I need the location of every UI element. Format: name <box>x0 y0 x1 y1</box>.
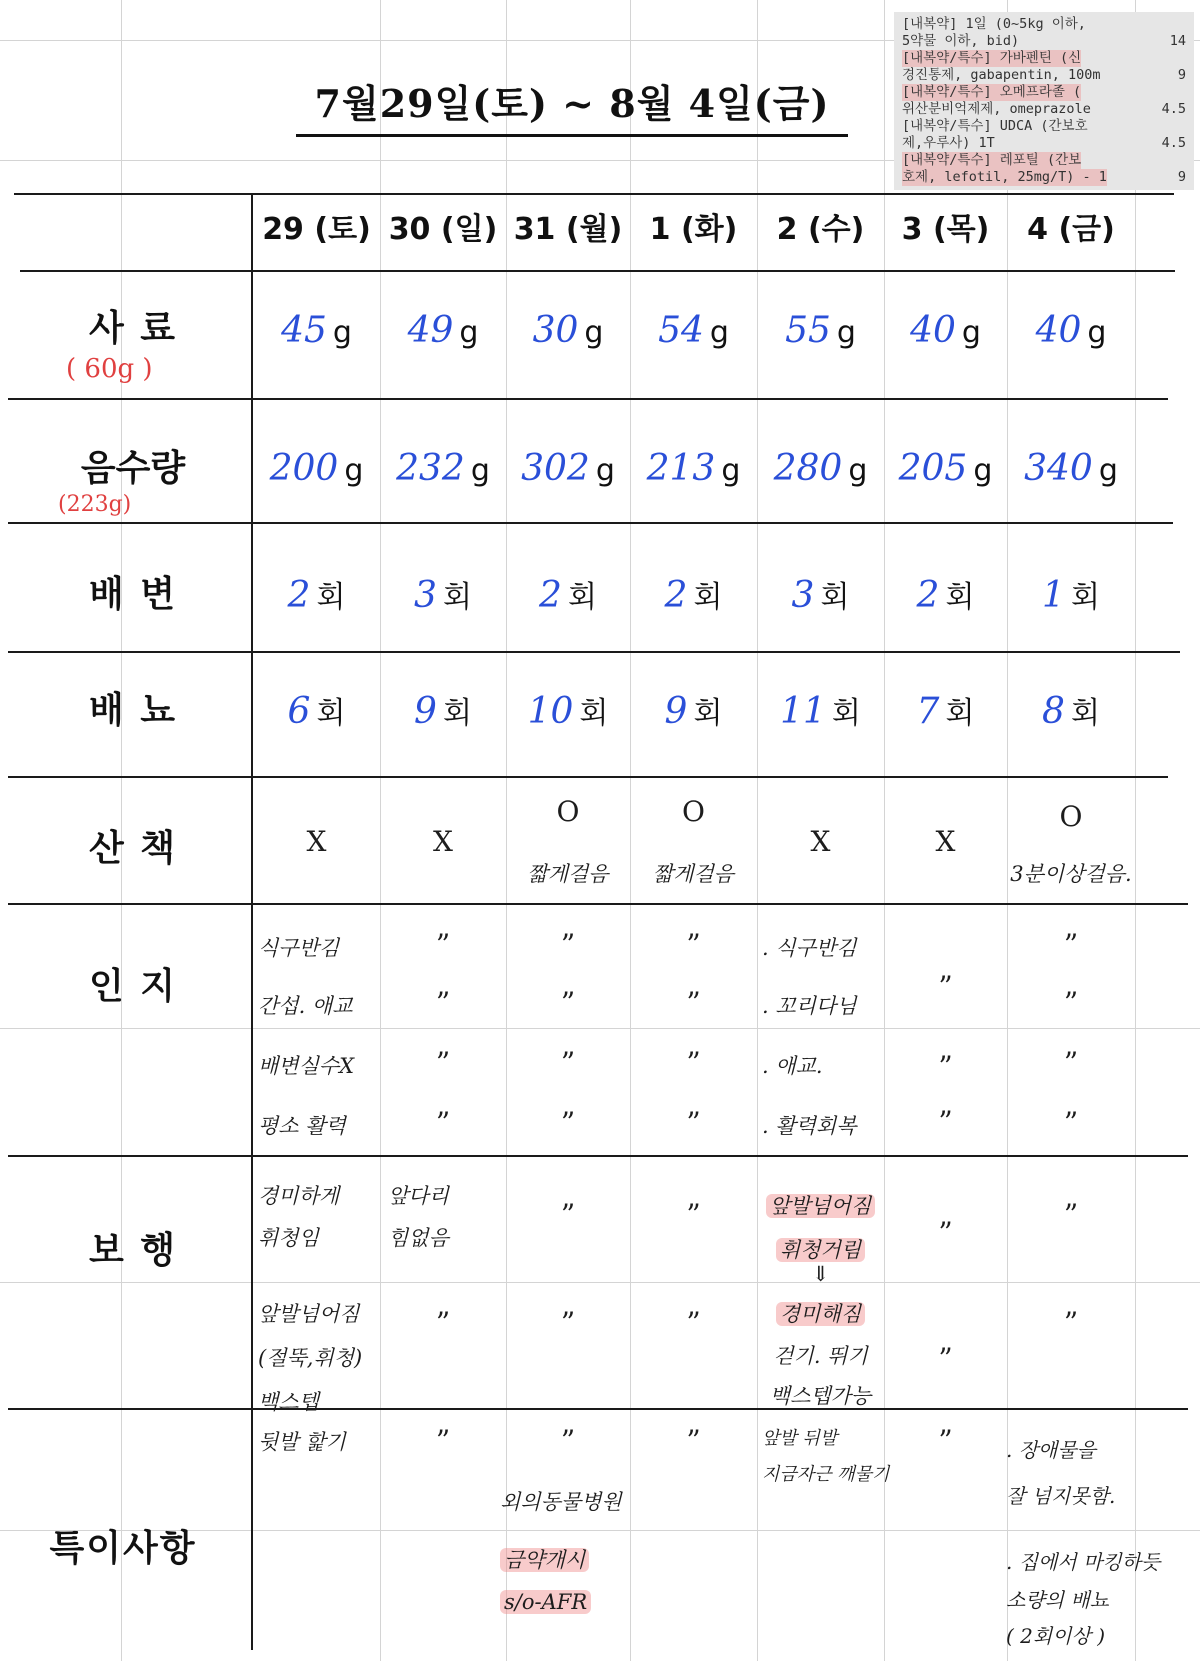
stool-cell <box>757 572 884 616</box>
urine-cell <box>1007 688 1135 732</box>
food-value: 54 <box>658 310 704 351</box>
row-label-cognition: 인 지 <box>88 966 178 1007</box>
prescription-line <box>902 101 1186 118</box>
water-unit: g <box>848 453 868 488</box>
day-header: 29 (토) <box>262 212 371 247</box>
prescription-text: [내복약/특수] 오메프라졸 ( <box>902 84 1082 100</box>
food-target: ( 60g ) <box>66 354 153 384</box>
ditto-mark: ” <box>938 1050 953 1083</box>
day-header: 31 (월) <box>513 212 623 247</box>
prescription-snippet <box>894 12 1194 190</box>
prescription-line <box>902 169 1186 186</box>
special-note <box>500 1486 622 1516</box>
ditto-mark: ” <box>1063 986 1079 1019</box>
water-value: 302 <box>521 448 590 489</box>
water-value: 200 <box>269 448 339 489</box>
gait-note: 휘청임 <box>258 1226 319 1250</box>
water-unit: g <box>470 453 490 488</box>
special-note: . 장애물을 <box>1006 1438 1096 1462</box>
food-unit: g <box>332 315 352 350</box>
walk-note: 3분이상걸음. <box>1010 862 1132 886</box>
urine-value: 6 <box>287 691 311 732</box>
stool-cell <box>380 572 506 616</box>
ditto-mark: ” <box>560 1198 576 1231</box>
prescription-text: 5약물 이하, bid) <box>902 33 1020 49</box>
ditto-mark: ” <box>560 1106 576 1139</box>
prescription-line <box>902 16 1186 33</box>
row-divider <box>8 522 1173 524</box>
prescription-qty: 4.5 <box>1161 101 1186 117</box>
food-value: 40 <box>1035 310 1082 351</box>
ditto-mark: ” <box>686 1424 701 1457</box>
row-label-walk: 산 책 <box>88 828 178 869</box>
grid-line <box>0 1028 1200 1029</box>
cognition-note: 간섭. 애교 <box>258 994 353 1018</box>
ditto-mark: ” <box>435 1046 451 1079</box>
special-note-text: s/o-AFR <box>500 1590 591 1614</box>
water-unit: g <box>721 453 741 488</box>
prescription-line <box>902 84 1186 101</box>
special-note <box>500 1544 589 1574</box>
urine-value: 9 <box>664 691 688 732</box>
urine-unit: 회 <box>442 696 472 731</box>
urine-value: 9 <box>414 691 437 732</box>
walk-note: 짧게걸음 <box>527 862 609 886</box>
water-cell <box>380 448 506 489</box>
food-value: 30 <box>532 310 579 351</box>
gait-note-text: 휘청거림 <box>776 1238 865 1262</box>
water-cell <box>253 448 380 489</box>
urine-unit: 회 <box>579 696 609 731</box>
prescription-line <box>902 67 1186 84</box>
ditto-mark: ” <box>560 928 576 961</box>
day-header: 4 (금) <box>1027 212 1115 247</box>
prescription-line <box>902 135 1186 152</box>
row-divider <box>8 776 1168 778</box>
gait-note-text: ⇓ <box>811 1262 830 1286</box>
ditto-mark: ” <box>938 1342 953 1375</box>
ditto-mark: ” <box>560 1424 576 1457</box>
prescription-text: [내복약] 1일 (0~5kg 이하, <box>902 16 1086 32</box>
ditto-mark: ” <box>686 928 701 961</box>
special-note: 지금자근 깨물기 <box>762 1464 890 1485</box>
water-value: 213 <box>646 448 716 489</box>
gait-note <box>757 1190 884 1220</box>
food-cell <box>630 310 757 351</box>
urine-value: 11 <box>780 691 826 732</box>
water-target: (223g) <box>58 492 132 517</box>
stool-value: 3 <box>414 575 437 616</box>
ditto-mark: ” <box>938 970 953 1003</box>
water-unit: g <box>1098 453 1118 488</box>
gait-note: 앞다리 <box>388 1184 449 1208</box>
stool-cell <box>1007 572 1135 616</box>
prescription-line <box>902 152 1186 169</box>
cognition-note: 식구반김 <box>258 936 340 960</box>
water-unit: g <box>973 453 993 488</box>
food-value: 49 <box>407 310 454 351</box>
prescription-line <box>902 50 1186 67</box>
food-cell <box>884 310 1007 351</box>
row-label-special: 특이사항 <box>49 1528 197 1569</box>
water-value: 205 <box>898 448 968 489</box>
special-note: 잘 넘지못함. <box>1006 1484 1116 1508</box>
walk-mark: X <box>306 825 327 858</box>
walk-mark: X <box>810 825 831 858</box>
stool-cell <box>884 572 1007 616</box>
stool-unit: 회 <box>820 580 850 615</box>
prescription-text: [내복약/특수] UDCA (간보호 <box>902 118 1088 134</box>
water-cell <box>630 448 757 489</box>
row-label-stool: 배 변 <box>88 574 178 615</box>
gait-note: 경미하게 <box>258 1184 340 1208</box>
ditto-mark: ” <box>938 1424 953 1457</box>
day-header: 3 (목) <box>901 212 990 247</box>
walk-note: 짧게걸음 <box>652 862 735 886</box>
walk-mark: O <box>556 795 580 828</box>
ditto-mark: ” <box>938 1105 953 1138</box>
gait-note: (절뚝,휘청) <box>258 1346 363 1370</box>
water-unit: g <box>344 453 364 488</box>
stool-unit: 회 <box>693 580 723 615</box>
urine-value: 8 <box>1042 691 1065 732</box>
ditto-mark: ” <box>435 1106 451 1139</box>
row-divider <box>14 193 1174 195</box>
water-value: 340 <box>1024 448 1093 489</box>
food-value: 45 <box>281 310 327 351</box>
walk-mark: X <box>935 825 956 858</box>
special-note: ( 2회이상 ) <box>1006 1624 1106 1648</box>
ditto-mark: ” <box>560 1306 576 1339</box>
cognition-note: . 애교. <box>762 1054 823 1078</box>
urine-unit: 회 <box>1070 696 1100 731</box>
water-unit: g <box>595 453 615 488</box>
gait-note-text: 경미해짐 <box>776 1302 865 1326</box>
stool-value: 2 <box>664 575 688 616</box>
urine-cell <box>884 688 1007 732</box>
ditto-mark: ” <box>686 1106 701 1139</box>
prescription-text: 호제, lefotil, 25mg/T) - 1 <box>902 169 1107 185</box>
ditto-mark: ” <box>435 986 451 1019</box>
prescription-line <box>902 33 1186 50</box>
day-header: 2 (수) <box>776 212 865 247</box>
cognition-note: 배변실수X <box>258 1054 355 1078</box>
urine-value: 10 <box>527 691 574 732</box>
water-cell <box>506 448 630 489</box>
stool-value: 2 <box>916 575 940 616</box>
food-unit: g <box>961 315 981 350</box>
special-note <box>500 1590 591 1614</box>
walk-mark: O <box>1059 800 1083 833</box>
prescription-text: 경진통제, gabapentin, 100m <box>902 67 1101 83</box>
ditto-mark: ” <box>686 1046 701 1079</box>
ditto-mark: ” <box>1063 928 1079 961</box>
stool-cell <box>506 572 630 616</box>
ditto-mark: ” <box>435 928 451 961</box>
food-cell <box>1007 310 1135 351</box>
water-value: 280 <box>773 448 843 489</box>
food-cell <box>506 310 630 351</box>
urine-cell <box>506 688 630 732</box>
food-cell <box>253 310 380 351</box>
ditto-mark: ” <box>1063 1198 1079 1231</box>
gait-note: 백스텝 <box>258 1390 319 1414</box>
row-label-urine: 배 뇨 <box>88 690 178 731</box>
stool-value: 1 <box>1042 575 1065 616</box>
row-divider <box>8 398 1168 400</box>
urine-unit: 회 <box>831 696 861 731</box>
prescription-text: 위산분비억제제, omeprazole <box>902 101 1091 117</box>
prescription-qty: 4.5 <box>1161 135 1186 151</box>
row-divider <box>8 1408 1188 1410</box>
urine-unit: 회 <box>693 696 723 731</box>
food-cell <box>380 310 506 351</box>
ditto-mark: ” <box>686 1306 701 1339</box>
ditto-mark: ” <box>686 1198 701 1231</box>
gait-note: 걷기. 뛰기 <box>773 1344 868 1368</box>
cognition-note: . 꼬리다님 <box>762 994 857 1018</box>
ditto-mark: ” <box>560 986 576 1019</box>
water-value: 232 <box>396 448 465 489</box>
row-divider <box>8 903 1188 905</box>
stool-unit: 회 <box>945 580 975 615</box>
special-note-text: 외의동물병원 <box>500 1490 622 1514</box>
food-value: 55 <box>785 310 831 351</box>
special-note: 뒷발 핥기 <box>258 1430 346 1454</box>
special-note: 소량의 배뇨 <box>1006 1588 1109 1612</box>
food-value: 40 <box>910 310 956 351</box>
gait-note: 힘없음 <box>388 1226 449 1250</box>
stool-cell <box>253 572 380 616</box>
prescription-text: 제,우루사) 1T <box>902 135 995 151</box>
water-cell <box>884 448 1007 489</box>
food-unit: g <box>584 315 604 350</box>
prescription-text: [내복약/특수] 레포틸 (간보 <box>902 152 1082 168</box>
stool-unit: 회 <box>316 580 346 615</box>
special-note: 앞발 뒤발 <box>762 1428 838 1449</box>
ditto-mark: ” <box>1063 1046 1079 1079</box>
prescription-qty: 9 <box>1177 169 1186 185</box>
urine-cell <box>757 688 884 732</box>
stool-value: 3 <box>791 575 815 616</box>
stool-unit: 회 <box>567 580 597 615</box>
ditto-mark: ” <box>435 1424 451 1457</box>
water-cell <box>1007 448 1135 489</box>
ditto-mark: ” <box>1063 1306 1079 1339</box>
day-header: 1 (화) <box>649 212 738 247</box>
prescription-qty: 9 <box>1177 67 1186 83</box>
food-unit: g <box>459 315 479 350</box>
water-cell <box>757 448 884 489</box>
prescription-line <box>902 118 1186 135</box>
stool-cell <box>630 572 757 616</box>
ditto-mark: ” <box>1063 1106 1079 1139</box>
gait-note-text: 앞발넘어짐 <box>766 1194 875 1218</box>
gait-note <box>757 1262 884 1286</box>
prescription-text: [내복약/특수] 가바펜틴 (신 <box>902 50 1082 66</box>
gait-note: 앞발넘어짐 <box>258 1302 360 1326</box>
gait-note <box>757 1234 884 1264</box>
stool-value: 2 <box>287 575 311 616</box>
row-label-food: 사 료 <box>88 308 178 349</box>
label-column-rule <box>251 193 253 1650</box>
cognition-note: . 식구반김 <box>762 936 857 960</box>
urine-value: 7 <box>916 691 940 732</box>
special-note: . 집에서 마킹하듯 <box>1006 1550 1161 1574</box>
urine-unit: 회 <box>316 696 346 731</box>
cognition-note: . 활력회복 <box>762 1114 857 1138</box>
grid-line <box>1135 0 1136 1661</box>
urine-cell <box>630 688 757 732</box>
stool-value: 2 <box>539 575 562 616</box>
stool-unit: 회 <box>1070 580 1100 615</box>
cognition-note: 평소 활력 <box>258 1114 346 1138</box>
urine-unit: 회 <box>945 696 975 731</box>
urine-cell <box>380 688 506 732</box>
urine-cell <box>253 688 380 732</box>
food-unit: g <box>709 315 729 350</box>
row-divider <box>20 270 1175 272</box>
row-divider <box>8 651 1180 653</box>
food-unit: g <box>1087 315 1107 350</box>
row-divider <box>8 1155 1188 1157</box>
grid-line <box>0 1282 1200 1283</box>
gait-note <box>757 1298 884 1328</box>
row-label-water: 음수량 <box>80 448 186 489</box>
ditto-mark: ” <box>560 1046 576 1079</box>
date-range-title: 7월29일(토) ~ 8월 4일(금) <box>296 74 848 137</box>
walk-mark: X <box>433 825 453 858</box>
walk-mark: O <box>682 795 705 828</box>
day-header: 30 (일) <box>388 212 498 247</box>
stool-unit: 회 <box>442 580 472 615</box>
ditto-mark: ” <box>686 986 701 1019</box>
ditto-mark: ” <box>938 1216 953 1249</box>
food-unit: g <box>836 315 856 350</box>
special-note-text: 금약개시 <box>500 1548 589 1572</box>
gait-note: 백스텝가능 <box>769 1384 872 1408</box>
ditto-mark: ” <box>435 1306 451 1339</box>
prescription-qty: 14 <box>1169 33 1186 49</box>
row-label-gait: 보 행 <box>88 1230 178 1271</box>
food-cell <box>757 310 884 351</box>
